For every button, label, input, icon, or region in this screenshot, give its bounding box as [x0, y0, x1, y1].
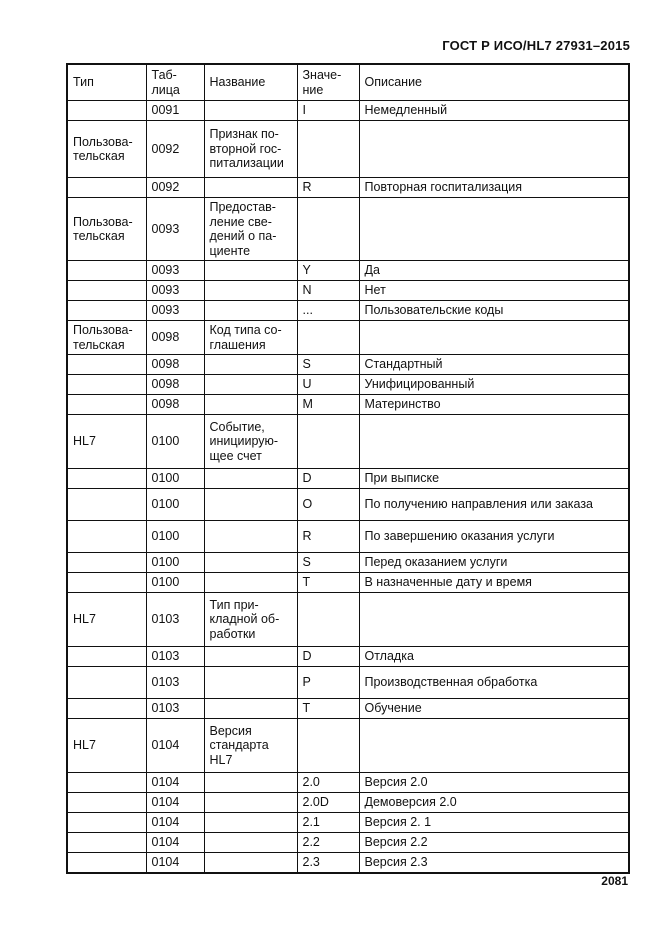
header-table: [146, 64, 204, 101]
cell-table-code: [146, 261, 204, 281]
cell-type: [67, 301, 146, 321]
cell-table-code: [146, 321, 204, 355]
cell-table-code-text: 0098: [151, 397, 180, 412]
cell-value: [297, 593, 359, 647]
cell-table-code-text: 0100: [151, 497, 180, 512]
table-row: [67, 261, 629, 281]
cell-name: [204, 699, 297, 719]
table-row: [67, 178, 629, 198]
cell-table-code: [146, 593, 204, 647]
cell-description: [359, 489, 629, 521]
cell-name-text: Тип при- кладной об- работки: [209, 597, 280, 641]
cell-table-code: [146, 395, 204, 415]
table-row: [67, 198, 629, 261]
cell-value: [297, 301, 359, 321]
cell-description: [359, 101, 629, 121]
cell-table-code-text: 0093: [151, 263, 180, 278]
cell-name: [204, 101, 297, 121]
table-row: [67, 793, 629, 813]
table-row: [67, 121, 629, 178]
cell-name: [204, 813, 297, 833]
cell-table-code: [146, 375, 204, 395]
cell-table-code: [146, 198, 204, 261]
cell-value: [297, 395, 359, 415]
header-description: Описание: [359, 64, 629, 101]
table-row: [67, 553, 629, 573]
cell-table-code-text: 0103: [151, 612, 180, 627]
cell-type: [67, 521, 146, 553]
cell-value: [297, 261, 359, 281]
cell-table-code: [146, 699, 204, 719]
cell-value-text: 2.1: [302, 815, 320, 830]
cell-name: [204, 415, 297, 469]
cell-description-text: Отладка: [364, 649, 414, 664]
cell-type: [67, 469, 146, 489]
cell-table-code-text: 0100: [151, 555, 180, 570]
cell-type: [67, 773, 146, 793]
cell-value: [297, 375, 359, 395]
cell-description: [359, 833, 629, 853]
cell-value: [297, 281, 359, 301]
cell-name: [204, 121, 297, 178]
table-row: [67, 395, 629, 415]
cell-value: [297, 573, 359, 593]
header-value-label: Значе- ние: [302, 68, 342, 97]
cell-value-text: 2.3: [302, 855, 320, 869]
cell-name-text: Признак по- вторной гос- питализации: [209, 127, 284, 171]
cell-table-code-text: 0100: [151, 575, 180, 590]
cell-type-text: Пользова- тельская: [73, 134, 133, 163]
cell-table-code-text: 0104: [151, 855, 180, 869]
table-row: [67, 281, 629, 301]
cell-description: [359, 321, 629, 355]
table-row: [67, 415, 629, 469]
cell-name-text: Код типа со- глашения: [209, 323, 282, 352]
cell-name: [204, 593, 297, 647]
cell-description: [359, 719, 629, 773]
cell-table-code-text: 0092: [151, 180, 180, 195]
cell-type: [67, 593, 146, 647]
cell-table-code: [146, 178, 204, 198]
table-row: [67, 699, 629, 719]
cell-value: [297, 813, 359, 833]
cell-description-text: Унифицированный: [364, 377, 475, 392]
cell-value-text: ...: [302, 303, 313, 318]
cell-type: [67, 573, 146, 593]
cell-table-code: [146, 647, 204, 667]
cell-value-text: P: [302, 675, 311, 690]
cell-type-text: Пользова- тельская: [73, 214, 133, 243]
table-row: [67, 355, 629, 375]
table-row: [67, 521, 629, 553]
cell-type-text: Пользова- тельская: [73, 323, 133, 352]
cell-table-code-text: 0093: [151, 221, 180, 236]
cell-type: [67, 261, 146, 281]
cell-type: [67, 813, 146, 833]
table-row: [67, 375, 629, 395]
cell-value-text: N: [302, 283, 312, 298]
cell-table-code: [146, 121, 204, 178]
cell-type: [67, 178, 146, 198]
cell-description: [359, 647, 629, 667]
cell-name: [204, 719, 297, 773]
cell-type: [67, 553, 146, 573]
cell-description: [359, 121, 629, 178]
cell-table-code: [146, 853, 204, 873]
cell-value: [297, 773, 359, 793]
cell-name: [204, 793, 297, 813]
table-row: [67, 573, 629, 593]
cell-description: [359, 667, 629, 699]
cell-description: [359, 593, 629, 647]
cell-description-text: Версия 2.0: [364, 775, 428, 790]
cell-type: [67, 415, 146, 469]
cell-description: [359, 281, 629, 301]
cell-value: [297, 853, 359, 873]
cell-table-code-text: 0098: [151, 377, 180, 392]
cell-table-code-text: 0092: [151, 141, 180, 156]
cell-name: [204, 469, 297, 489]
cell-value-text: M: [302, 397, 313, 412]
cell-description-text: Пользовательские коды: [364, 303, 504, 318]
cell-table-code: [146, 281, 204, 301]
cell-description: [359, 198, 629, 261]
cell-name: [204, 375, 297, 395]
cell-description: [359, 853, 629, 873]
cell-name: [204, 198, 297, 261]
cell-description-text: При выписке: [364, 471, 440, 486]
cell-type: [67, 375, 146, 395]
cell-value-text: D: [302, 471, 312, 486]
cell-table-code: [146, 355, 204, 375]
cell-type: [67, 793, 146, 813]
cell-name: [204, 667, 297, 699]
cell-value-text: 2.0: [302, 775, 320, 790]
cell-description: [359, 469, 629, 489]
cell-value: [297, 647, 359, 667]
cell-description: [359, 773, 629, 793]
cell-description-text: Версия 2.2: [364, 835, 428, 850]
cell-table-code-text: 0103: [151, 675, 180, 690]
cell-table-code-text: 0100: [151, 434, 180, 449]
code-table: [66, 63, 630, 874]
cell-value: [297, 415, 359, 469]
cell-name: [204, 321, 297, 355]
cell-type: [67, 719, 146, 773]
cell-description: [359, 301, 629, 321]
table-row: [67, 321, 629, 355]
cell-description-text: Демоверсия 2.0: [364, 795, 457, 810]
cell-description-text: Перед оказанием услуги: [364, 555, 508, 570]
cell-value-text: R: [302, 529, 312, 544]
cell-type: [67, 647, 146, 667]
cell-name: [204, 301, 297, 321]
cell-value: [297, 355, 359, 375]
cell-value: [297, 198, 359, 261]
cell-value: [297, 553, 359, 573]
cell-value: [297, 121, 359, 178]
cell-value: [297, 699, 359, 719]
cell-table-code-text: 0093: [151, 303, 180, 318]
document-standard-header: ГОСТ Р ИСО/HL7 27931–2015: [442, 38, 630, 53]
cell-description-text: Производственная обработка: [364, 675, 538, 690]
cell-value-text: S: [302, 357, 311, 372]
cell-name: [204, 261, 297, 281]
cell-value-text: Y: [302, 263, 311, 278]
cell-table-code-text: 0104: [151, 835, 180, 850]
cell-name: [204, 521, 297, 553]
cell-table-code-text: 0103: [151, 649, 180, 664]
cell-table-code-text: 0100: [151, 529, 180, 544]
cell-type: [67, 699, 146, 719]
cell-description: [359, 521, 629, 553]
cell-table-code-text: 0104: [151, 815, 180, 830]
cell-table-code: [146, 553, 204, 573]
cell-description: [359, 395, 629, 415]
cell-table-code: [146, 101, 204, 121]
cell-table-code-text: 0091: [151, 103, 180, 118]
cell-name: [204, 395, 297, 415]
cell-value: [297, 178, 359, 198]
table-header-row: [67, 64, 629, 101]
cell-name-text: Версия стандарта HL7: [209, 723, 269, 767]
header-value: [297, 64, 359, 101]
cell-value: [297, 321, 359, 355]
cell-value-text: 2.0D: [302, 795, 329, 810]
cell-description: [359, 699, 629, 719]
cell-description-text: Нет: [364, 283, 386, 298]
cell-description-text: Немедленный: [364, 103, 448, 118]
cell-table-code: [146, 521, 204, 553]
cell-value-text: T: [302, 575, 311, 590]
cell-table-code: [146, 793, 204, 813]
cell-type-text: HL7: [73, 612, 96, 627]
cell-table-code: [146, 667, 204, 699]
header-type: Тип: [67, 64, 146, 101]
cell-description: [359, 573, 629, 593]
header-table-label: Таб- лица: [151, 68, 180, 97]
cell-description: [359, 415, 629, 469]
cell-type: [67, 489, 146, 521]
cell-value-text: 2.2: [302, 835, 320, 850]
cell-type: [67, 281, 146, 301]
cell-type: [67, 121, 146, 178]
cell-value-text: U: [302, 377, 312, 392]
cell-description: [359, 375, 629, 395]
cell-name-text: Событие, инициирую- щее счет: [209, 419, 279, 463]
table-row: [67, 301, 629, 321]
cell-table-code: [146, 833, 204, 853]
table-row: [67, 813, 629, 833]
cell-type: [67, 667, 146, 699]
cell-table-code-text: 0104: [151, 738, 180, 753]
cell-value-text: R: [302, 180, 312, 195]
cell-table-code: [146, 813, 204, 833]
cell-description-text: Версия 2.3: [364, 855, 428, 869]
cell-name: [204, 489, 297, 521]
table-row: [67, 101, 629, 121]
cell-description-text: Обучение: [364, 701, 422, 716]
cell-description: [359, 813, 629, 833]
cell-value: [297, 101, 359, 121]
cell-value-text: O: [302, 497, 313, 512]
cell-table-code: [146, 301, 204, 321]
cell-value: [297, 489, 359, 521]
cell-value-text: D: [302, 649, 312, 664]
cell-type: [67, 198, 146, 261]
cell-name: [204, 178, 297, 198]
cell-table-code: [146, 719, 204, 773]
cell-table-code-text: 0104: [151, 795, 180, 810]
cell-value: [297, 667, 359, 699]
cell-table-code-text: 0100: [151, 471, 180, 486]
cell-type: [67, 321, 146, 355]
table-row: [67, 469, 629, 489]
table-row: [67, 773, 629, 793]
cell-table-code: [146, 469, 204, 489]
cell-name: [204, 573, 297, 593]
table-row: [67, 719, 629, 773]
cell-table-code-text: 0104: [151, 775, 180, 790]
cell-description-text: Да: [364, 263, 380, 278]
cell-name: [204, 853, 297, 873]
header-name: Название: [204, 64, 297, 101]
cell-description: [359, 355, 629, 375]
table-row: [67, 489, 629, 521]
cell-table-code-text: 0098: [151, 330, 180, 345]
cell-type-text: HL7: [73, 738, 96, 753]
cell-value: [297, 833, 359, 853]
cell-table-code: [146, 573, 204, 593]
cell-name: [204, 833, 297, 853]
cell-name: [204, 281, 297, 301]
cell-table-code: [146, 415, 204, 469]
cell-description-text: Повторная госпитализация: [364, 180, 523, 195]
cell-value: [297, 793, 359, 813]
cell-description-text: Стандартный: [364, 357, 443, 372]
cell-value: [297, 719, 359, 773]
cell-description-text: Версия 2. 1: [364, 815, 432, 830]
cell-description-text: Материнство: [364, 397, 441, 412]
cell-name: [204, 355, 297, 375]
cell-type: [67, 101, 146, 121]
cell-description: [359, 793, 629, 813]
cell-name: [204, 553, 297, 573]
cell-description: [359, 261, 629, 281]
cell-table-code-text: 0093: [151, 283, 180, 298]
table-row: [67, 667, 629, 699]
cell-name: [204, 647, 297, 667]
cell-type: [67, 355, 146, 375]
cell-value-text: T: [302, 701, 311, 716]
cell-description: [359, 553, 629, 573]
cell-value: [297, 521, 359, 553]
table-row: [67, 853, 629, 873]
cell-table-code-text: 0103: [151, 701, 180, 716]
table-row: [67, 647, 629, 667]
cell-name-text: Предостав- ление све- дений о па- циенте: [209, 200, 277, 258]
cell-type-text: HL7: [73, 434, 96, 449]
cell-description-text: В назначенные дату и время: [364, 575, 532, 590]
cell-type: [67, 853, 146, 873]
cell-value: [297, 469, 359, 489]
page-number: 2081: [601, 874, 628, 888]
table-row: [67, 593, 629, 647]
cell-name: [204, 773, 297, 793]
cell-type: [67, 395, 146, 415]
cell-value-text: I: [302, 103, 306, 118]
cell-table-code-text: 0098: [151, 357, 180, 372]
cell-table-code: [146, 489, 204, 521]
cell-description-text: По получению направления или заказа: [364, 497, 594, 512]
cell-description-text: По завершению оказания услуги: [364, 529, 555, 544]
cell-value-text: S: [302, 555, 311, 570]
table-row: [67, 833, 629, 853]
cell-description: [359, 178, 629, 198]
cell-type: [67, 833, 146, 853]
cell-table-code: [146, 773, 204, 793]
